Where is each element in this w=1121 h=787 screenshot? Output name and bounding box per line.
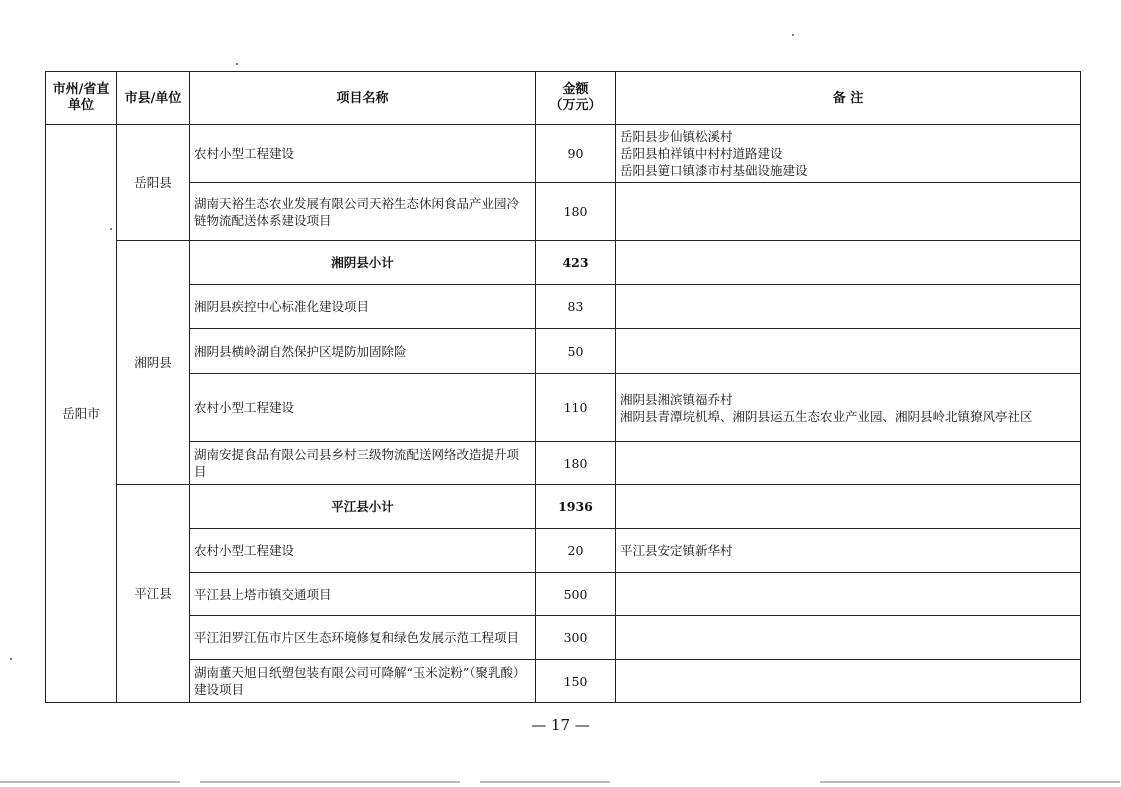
table-row (46, 183, 1081, 241)
note-cell (616, 529, 1081, 573)
scan-edge-line (200, 781, 460, 783)
note-line: 岳阳县柏祥镇中村村道路建设 (620, 146, 783, 161)
amount-cell: 110 (536, 374, 616, 442)
header-row (46, 72, 1081, 125)
page-number: — 17 — (531, 716, 590, 734)
project-cell: 农村小型工程建设 (190, 529, 536, 573)
table-row (46, 285, 1081, 329)
table-row (46, 529, 1081, 573)
note-cell (616, 374, 1081, 442)
note-cell (616, 442, 1081, 485)
scan-speck (10, 658, 12, 660)
subtotal-label: 平江县小计 (190, 485, 536, 529)
scan-speck (792, 34, 794, 36)
amount-cell: 300 (536, 616, 616, 660)
header-note: 备 注 (616, 72, 1081, 125)
county-cell: 平江县 (117, 485, 190, 703)
project-cell: 湖南安提食品有限公司县乡村三级物流配送网络改造提升项目 (190, 442, 536, 485)
subtotal-row (46, 485, 1081, 529)
note-cell (616, 485, 1081, 529)
table-row (46, 573, 1081, 616)
county-cell: 岳阳县 (117, 125, 190, 241)
table-row (46, 616, 1081, 660)
scan-speck (236, 63, 238, 65)
table-row (46, 442, 1081, 485)
funding-table (45, 71, 1081, 703)
project-cell: 湖南天裕生态农业发展有限公司天裕生态休闲食品产业园冷链物流配送体系建设项目 (190, 183, 536, 241)
table-row (46, 329, 1081, 374)
subtotal-amount: 423 (536, 241, 616, 285)
subtotal-amount: 1936 (536, 485, 616, 529)
header-amount: 金额 （万元） (536, 72, 616, 125)
county-cell: 湘阴县 (117, 241, 190, 485)
amount-cell: 50 (536, 329, 616, 374)
header-county: 市县/单位 (117, 72, 190, 125)
project-cell: 湘阴县疾控中心标准化建设项目 (190, 285, 536, 329)
project-cell: 农村小型工程建设 (190, 374, 536, 442)
note-line: 岳阳县步仙镇松溪村 (620, 129, 733, 144)
note-line: 平江县安定镇新华村 (620, 543, 733, 558)
scan-edge-line (480, 781, 610, 783)
table-row (46, 660, 1081, 703)
amount-cell: 150 (536, 660, 616, 703)
note-cell (616, 329, 1081, 374)
amount-cell: 90 (536, 125, 616, 183)
amount-cell: 83 (536, 285, 616, 329)
note-cell (616, 241, 1081, 285)
scan-edge-line (0, 781, 180, 783)
note-cell (616, 573, 1081, 616)
project-cell: 农村小型工程建设 (190, 125, 536, 183)
project-cell: 平江汨罗江伍市片区生态环境修复和绿色发展示范工程项目 (190, 616, 536, 660)
note-cell (616, 660, 1081, 703)
note-line: 湘阴县青潭垸机埠、湘阴县运五生态农业产业园、湘阴县岭北镇獠风亭社区 (620, 408, 1033, 424)
note-line: 岳阳县筻口镇漆市村基础设施建设 (620, 163, 808, 178)
project-cell: 平江县上塔市镇交通项目 (190, 573, 536, 616)
amount-cell: 180 (536, 183, 616, 241)
project-cell: 湘阴县横岭湖自然保护区堤防加固除险 (190, 329, 536, 374)
subtotal-label: 湘阴县小计 (190, 241, 536, 285)
scan-speck (110, 228, 112, 230)
amount-cell: 180 (536, 442, 616, 485)
note-cell (616, 125, 1081, 183)
table-row (46, 125, 1081, 183)
note-cell (616, 616, 1081, 660)
amount-cell: 20 (536, 529, 616, 573)
note-cell (616, 183, 1081, 241)
note-cell (616, 285, 1081, 329)
amount-cell: 500 (536, 573, 616, 616)
header-city: 市州/省直 单位 (46, 72, 117, 125)
scan-edge-line (820, 781, 1120, 783)
city-cell: 岳阳市 (46, 125, 117, 703)
header-project: 项目名称 (190, 72, 536, 125)
table-row (46, 374, 1081, 442)
subtotal-row (46, 241, 1081, 285)
note-line: 湘阴县湘滨镇福乔村 (620, 391, 733, 407)
project-cell: 湖南董天旭日纸塑包装有限公司可降解“玉米淀粉”（聚乳酸）建设项目 (190, 660, 536, 703)
